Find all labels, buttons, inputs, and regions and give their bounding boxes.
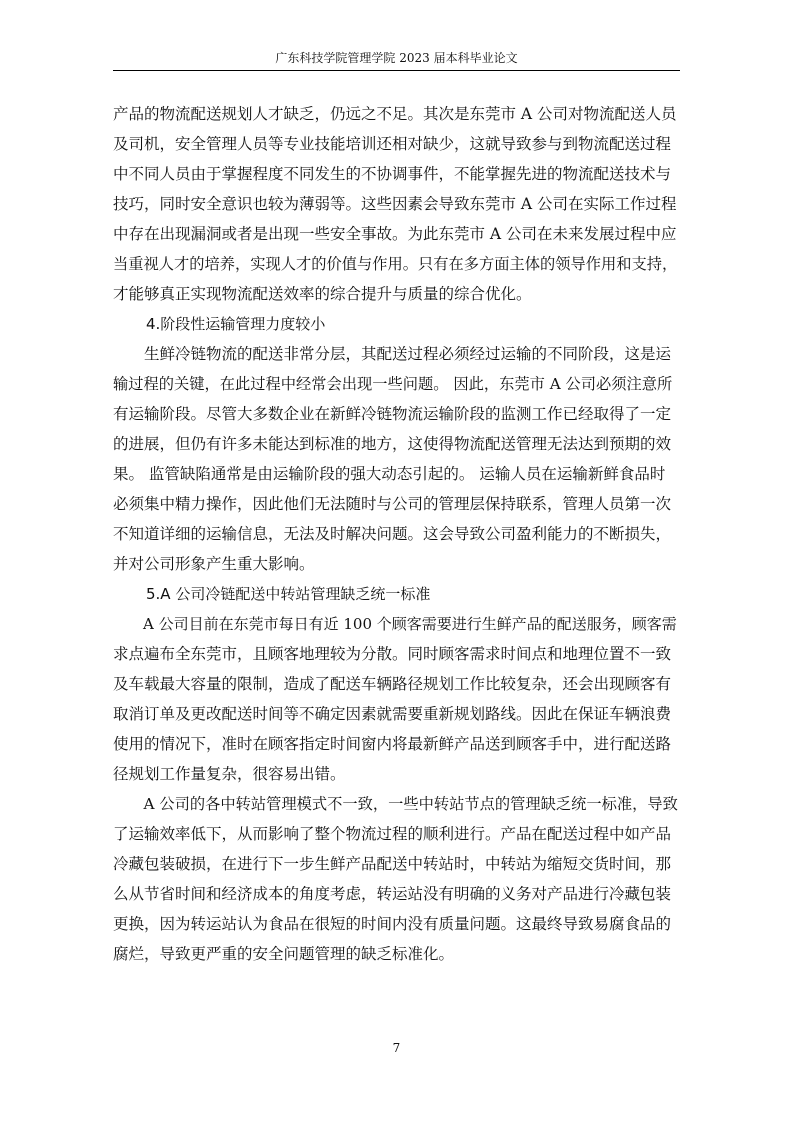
text-line: 输过程的关键，在此过程中经常会出现一些问题。 因此，东莞市 A 公司必须注意所 — [113, 375, 673, 393]
paragraph-delivery-routing — [113, 609, 680, 789]
text-line: 及车载最大容量的限制，造成了配送车辆路径规划工作比较复杂，还会出现顾客有 — [113, 675, 672, 693]
text-line: 求点遍布全东莞市，且顾客地理较为分散。同时顾客需求时间点和地理位置不一致 — [113, 645, 672, 663]
text-line: 中不同人员由于掌握程度不同发生的不协调事件，不能掌握先进的物流配送技术与 — [113, 165, 672, 183]
text-line: 不知道详细的运输信息，无法及时解决问题。这会导致公司盈利能力的不断损失， — [113, 525, 672, 543]
text-line: 更换，因为转运站认为食品在很短的时间内没有质量问题。这最终导致易腐食品的 — [113, 915, 672, 933]
text-line: 有运输阶段。尽管大多数企业在新鲜冷链物流运输阶段的监测工作已经取得了一定 — [113, 405, 672, 423]
text-line: 冷藏包装破损，在进行下一步生鲜产品配送中转站时，中转站为缩短交货时间，那 — [113, 855, 672, 873]
text-line: 果。 监管缺陷通常是由运输阶段的强大动态引起的。 运输人员在运输新鲜食品时 — [113, 465, 666, 483]
section-heading-4: 4.阶段性运输管理力度较小 — [146, 315, 326, 333]
text-line: 径规划工作量复杂，很容易出错。 — [113, 765, 346, 783]
paragraph-talent-shortage — [113, 99, 680, 309]
text-line: 取消订单及更改配送时间等不确定因素就需要重新规划路线。因此在保证车辆浪费 — [113, 705, 672, 723]
text-line: 及司机，安全管理人员等专业技能培训还相对缺少，这就导致参与到物流配送过程 — [113, 135, 672, 153]
main-content — [113, 99, 680, 969]
running-header: 广东科技学院管理学院 2023 届本科毕业论文 — [275, 51, 518, 65]
paragraph-transfer-station — [113, 789, 680, 969]
page-number: 7 — [392, 1041, 401, 1055]
text-line: 必须集中精力操作，因此他们无法随时与公司的管理层保持联系，管理人员第一次 — [113, 495, 672, 513]
text-line: A 公司的各中转站管理模式不一致，一些中转站节点的管理缺乏统一标准，导致 — [113, 795, 678, 813]
text-line: 技巧，同时安全意识也较为薄弱等。这些因素会导致东莞市 A 公司在实际工作过程 — [113, 195, 677, 213]
text-line: 了运输效率低下，从而影响了整个物流过程的顺利进行。产品在配送过程中如产品 — [113, 825, 672, 843]
text-line: 使用的情况下，准时在顾客指定时间窗内将最新鲜产品送到顾客手中，进行配送路 — [113, 735, 672, 753]
text-line: 中存在出现漏洞或者是出现一些安全事故。为此东莞市 A 公司在未来发展过程中应 — [113, 225, 677, 243]
text-line: 当重视人才的培养，实现人才的价值与作用。只有在多方面主体的领导作用和支持， — [113, 255, 678, 273]
text-line: 么从节省时间和经济成本的角度考虑，转运站没有明确的义务对产品进行冷藏包装 — [113, 885, 672, 903]
text-line: 产品的物流配送规划人才缺乏，仍远之不足。其次是东莞市 A 公司对物流配送人员 — [113, 105, 677, 123]
text-line: 生鲜冷链物流的配送非常分层，其配送过程必须经过运输的不同阶段，这是运 — [113, 345, 672, 363]
text-line: 的进展，但仍有许多未能达到标准的地方，这使得物流配送管理无法达到预期的效 — [113, 435, 672, 453]
text-line: A 公司目前在东莞市每日有近 100 个顾客需要进行生鲜产品的配送服务，顾客需 — [113, 615, 677, 633]
text-line: 腐烂，导致更严重的安全问题管理的缺乏标准化。 — [113, 945, 455, 963]
header-rule — [113, 70, 680, 71]
text-line: 并对公司形象产生重大影响。 — [113, 555, 315, 573]
section-heading-5: 5.A 公司冷链配送中转站管理缺乏统一标准 — [146, 585, 431, 603]
paragraph-transport-stages — [113, 339, 680, 579]
text-line: 才能够真正实现物流配送效率的综合提升与质量的综合优化。 — [113, 285, 532, 303]
